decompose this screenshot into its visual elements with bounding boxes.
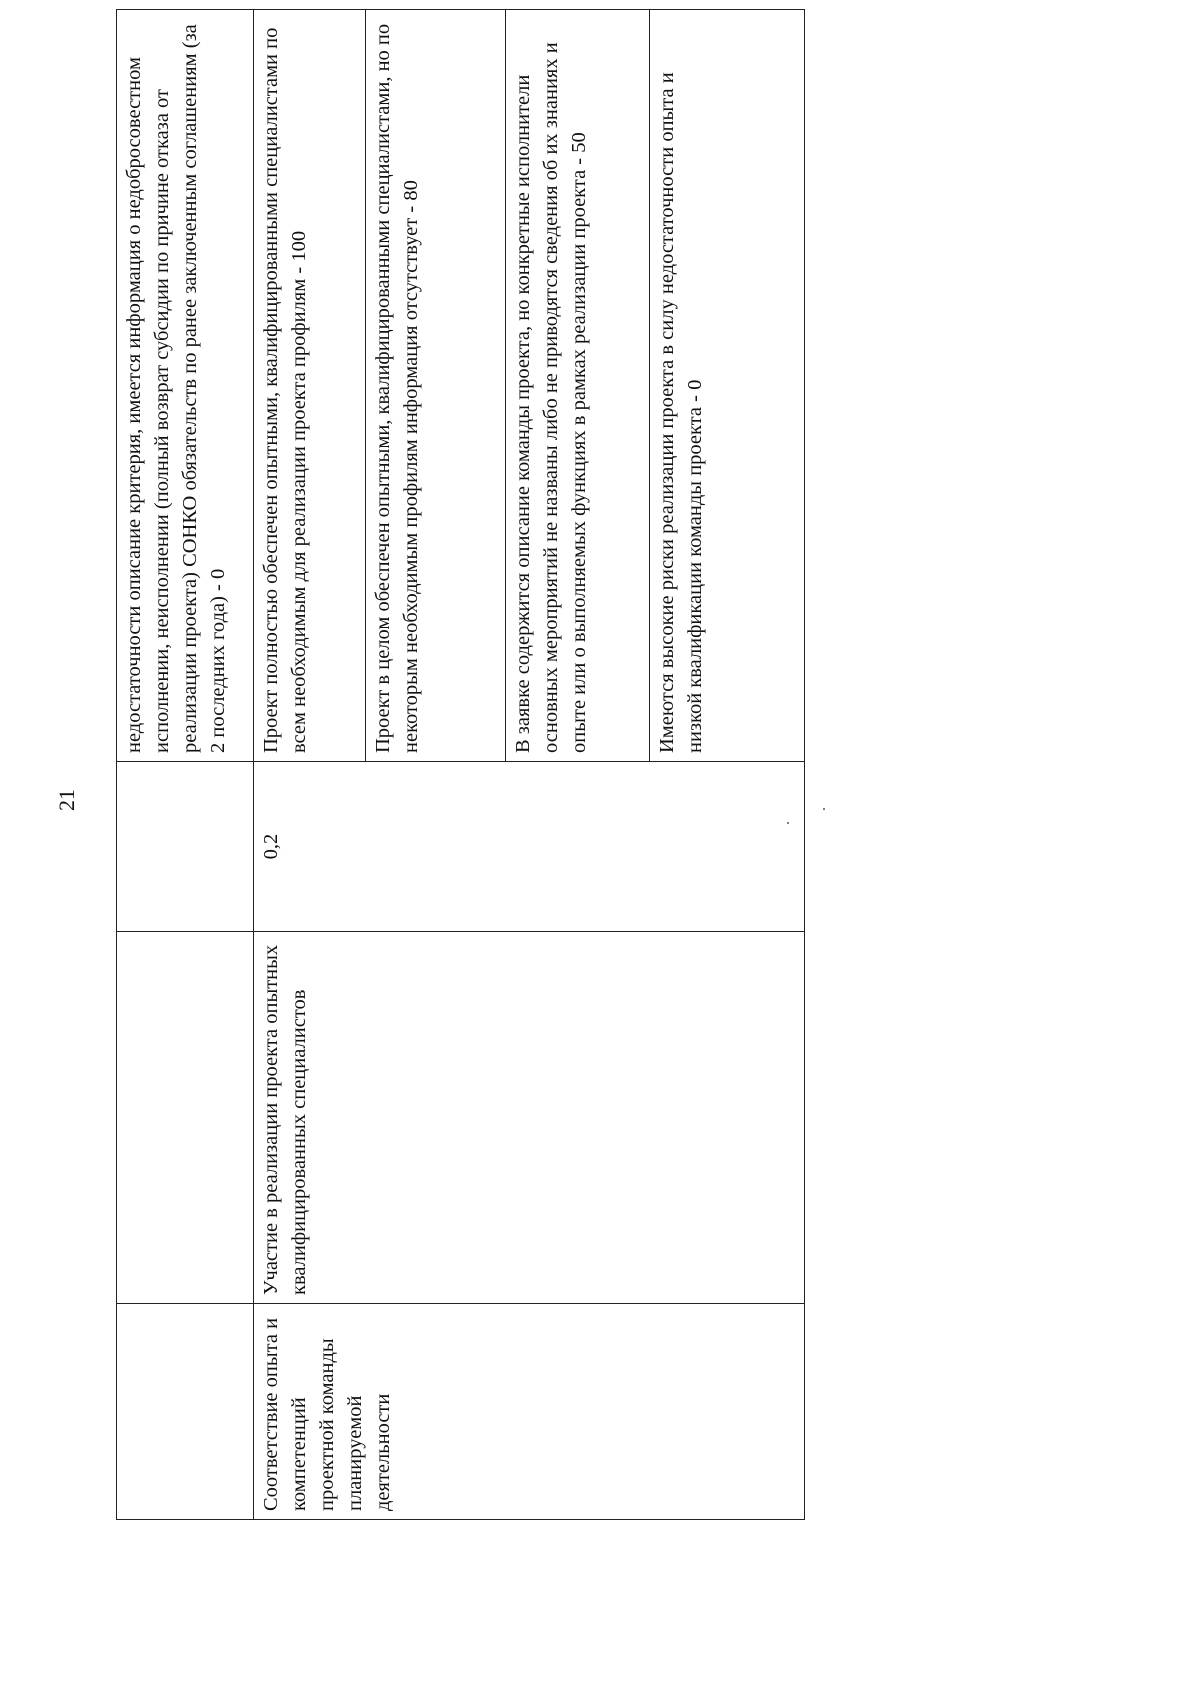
criterion-name: Соответствие опыта и компетенций проектной команды планируемой деятельности (254, 1304, 805, 1520)
criterion-option: Проект полностью обеспечен опытными, квалифицированными специалистами по всем необходимым для реализации проекта профилям - 100 (254, 10, 366, 761)
criteria-table (116, 9, 805, 1520)
criterion-tail-text: недостаточности описание критерия, имеется информация о недобросовестном исполнении, неисполнении (полный возврат субсидии по причине отказа от реализации проекта) СОНКО обязательств по ранее заключенным соглашениям (за 2 последних года) - 0 (117, 10, 254, 762)
table-cell-empty (117, 762, 254, 932)
table-cell-empty (117, 932, 254, 1304)
criteria-list (254, 10, 805, 762)
table-cell-empty (117, 1304, 254, 1520)
criterion-option: Имеются высокие риски реализации проекта в силу недостаточности опыта и низкой квалификации команды проекта - 0 (656, 72, 706, 753)
page-number: 21 (54, 789, 79, 811)
criterion-option: В заявке содержится описание команды проекта, но конкретные исполнители основных мероприятий не названы либо не приводятся сведения об их знаниях и опыте или о выполняемых функциях в рамках реализации проекта - 50 (506, 10, 650, 761)
scan-speck (823, 808, 825, 810)
indicator-text: Участие в реализации проекта опытных квалифицированных специалистов (254, 932, 805, 1304)
criterion-option: Проект в целом обеспечен опытными, квалифицированными специалистами, но по некоторым необходимым профилям информация отсутствует - 80 (366, 10, 506, 761)
table-row (117, 10, 254, 1520)
criteria-table-rotated (116, 10, 804, 1520)
weight-value: 0,2 (254, 762, 805, 932)
table-row (254, 10, 805, 1520)
